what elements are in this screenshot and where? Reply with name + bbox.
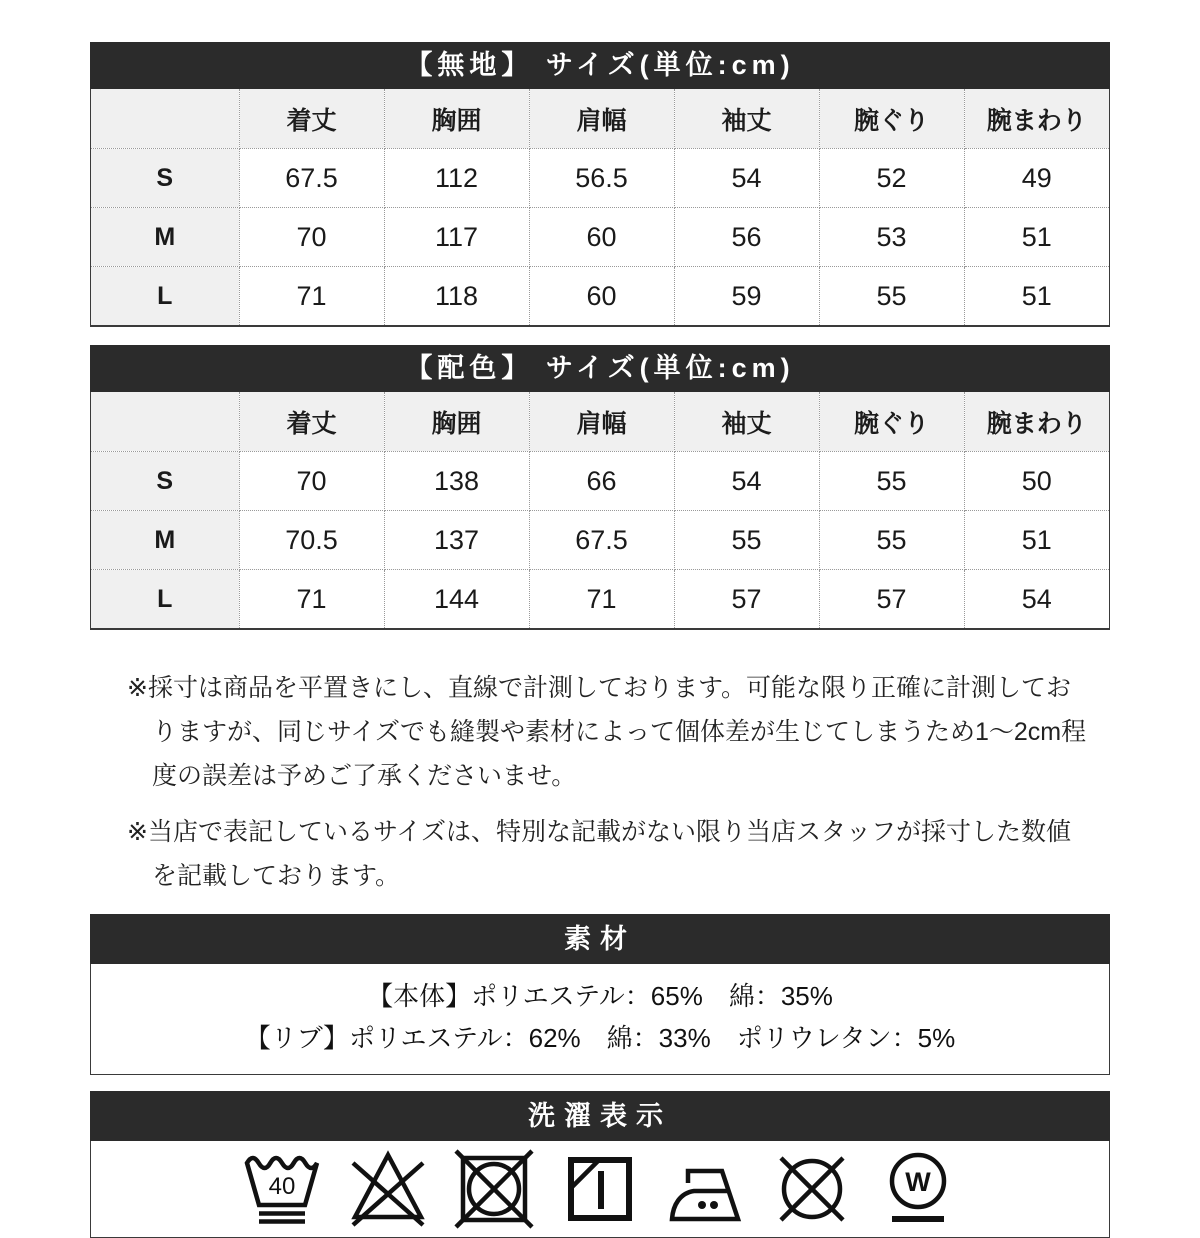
- value-cell: 55: [674, 511, 819, 570]
- note-measurement-accuracy: ※採寸は商品を平置きにし、直線で計測しております。可能な限り正確に計測しておりますが、同じサイズでも縫製や素材によって個体差が生じてしまうため1〜2cm程度の誤差は予めご了承くださいませ。: [127, 674, 1087, 790]
- table-row-l: [91, 570, 1109, 629]
- plain-size-table-section: [90, 42, 1110, 327]
- value-cell: 66: [529, 452, 674, 511]
- value-cell: 70: [239, 208, 384, 267]
- value-cell: 70.5: [239, 511, 384, 570]
- wash-40-very-gentle-icon: [242, 1147, 322, 1231]
- value-cell: 112: [384, 149, 529, 208]
- value-cell: 70: [239, 452, 384, 511]
- value-cell: 54: [674, 149, 819, 208]
- value-cell: 67.5: [239, 149, 384, 208]
- plain-size-table-title-text: 【無地】 サイズ(単位:cm): [405, 50, 795, 80]
- col-header-cell: 着丈: [239, 392, 384, 452]
- value-cell: 56.5: [529, 149, 674, 208]
- value-cell: 57: [819, 570, 964, 629]
- size-cell: M: [91, 208, 239, 267]
- value-cell: 138: [384, 452, 529, 511]
- col-header-cell: 腕まわり: [964, 89, 1109, 149]
- size-chart-page: [90, 0, 1110, 1238]
- laundry-icons-row: [90, 1141, 1110, 1238]
- value-cell: 117: [384, 208, 529, 267]
- do-not-bleach-icon: [348, 1147, 428, 1231]
- material-body-line: 【本体】ポリエステル：65% 綿：35%: [367, 981, 833, 1011]
- svg-text:40: 40: [268, 1173, 296, 1200]
- measurement-notes: [90, 648, 1110, 898]
- table-row-l: [91, 267, 1109, 326]
- value-cell: 52: [819, 149, 964, 208]
- do-not-tumble-dry-icon: [454, 1147, 534, 1231]
- iron-medium-icon: [666, 1147, 746, 1231]
- value-cell: 71: [239, 267, 384, 326]
- value-cell: 50: [964, 452, 1109, 511]
- table-row-m: [91, 208, 1109, 267]
- value-cell: 60: [529, 208, 674, 267]
- size-cell: L: [91, 267, 239, 326]
- col-header-cell: 肩幅: [529, 392, 674, 452]
- svg-text:W: W: [905, 1167, 931, 1197]
- plain-size-table-title: [90, 42, 1110, 89]
- col-header-cell: 袖丈: [674, 392, 819, 452]
- value-cell: 118: [384, 267, 529, 326]
- material-section: [90, 914, 1110, 1075]
- value-cell: 54: [674, 452, 819, 511]
- column-header-row: [91, 89, 1109, 149]
- value-cell: 51: [964, 208, 1109, 267]
- colored-size-table-section: [90, 345, 1110, 630]
- value-cell: 144: [384, 570, 529, 629]
- value-cell: 53: [819, 208, 964, 267]
- wet-clean-gentle-icon: [878, 1147, 958, 1231]
- value-cell: 51: [964, 511, 1109, 570]
- material-title: 素材: [90, 914, 1110, 964]
- column-header-row: [91, 392, 1109, 452]
- value-cell: 67.5: [529, 511, 674, 570]
- value-cell: 71: [529, 570, 674, 629]
- size-cell: S: [91, 149, 239, 208]
- col-header-cell: 胸囲: [384, 392, 529, 452]
- value-cell: 55: [819, 511, 964, 570]
- colored-size-table-title: [90, 345, 1110, 392]
- laundry-section: [90, 1091, 1110, 1238]
- size-cell: M: [91, 511, 239, 570]
- col-header-cell: 腕ぐり: [819, 392, 964, 452]
- corner-cell: [91, 392, 239, 452]
- value-cell: 51: [964, 267, 1109, 326]
- material-content: [90, 964, 1110, 1075]
- table-row-m: [91, 511, 1109, 570]
- col-header-cell: 腕まわり: [964, 392, 1109, 452]
- material-rib-line: 【リブ】ポリエステル：62% 綿：33% ポリウレタン：5%: [244, 1023, 956, 1053]
- value-cell: 137: [384, 511, 529, 570]
- size-cell: S: [91, 452, 239, 511]
- corner-cell: [91, 89, 239, 149]
- value-cell: 49: [964, 149, 1109, 208]
- col-header-cell: 肩幅: [529, 89, 674, 149]
- colored-size-table-title-text: 【配色】 サイズ(単位:cm): [405, 353, 795, 383]
- value-cell: 55: [819, 267, 964, 326]
- col-header-cell: 腕ぐり: [819, 89, 964, 149]
- laundry-title: 洗濯表示: [90, 1091, 1110, 1141]
- table-row-s: [91, 149, 1109, 208]
- table-row-s: [91, 452, 1109, 511]
- hang-dry-in-shade-icon: [560, 1147, 640, 1231]
- do-not-dry-clean-icon: [772, 1147, 852, 1231]
- value-cell: 71: [239, 570, 384, 629]
- note-staff-measured: ※当店で表記しているサイズは、特別な記載がない限り当店スタッフが採寸した数値を記載しております。: [127, 818, 1071, 890]
- size-cell: L: [91, 570, 239, 629]
- value-cell: 59: [674, 267, 819, 326]
- value-cell: 55: [819, 452, 964, 511]
- colored-size-table: [90, 392, 1110, 630]
- value-cell: 54: [964, 570, 1109, 629]
- col-header-cell: 袖丈: [674, 89, 819, 149]
- col-header-cell: 胸囲: [384, 89, 529, 149]
- value-cell: 60: [529, 267, 674, 326]
- col-header-cell: 着丈: [239, 89, 384, 149]
- value-cell: 56: [674, 208, 819, 267]
- value-cell: 57: [674, 570, 819, 629]
- plain-size-table: [90, 89, 1110, 327]
